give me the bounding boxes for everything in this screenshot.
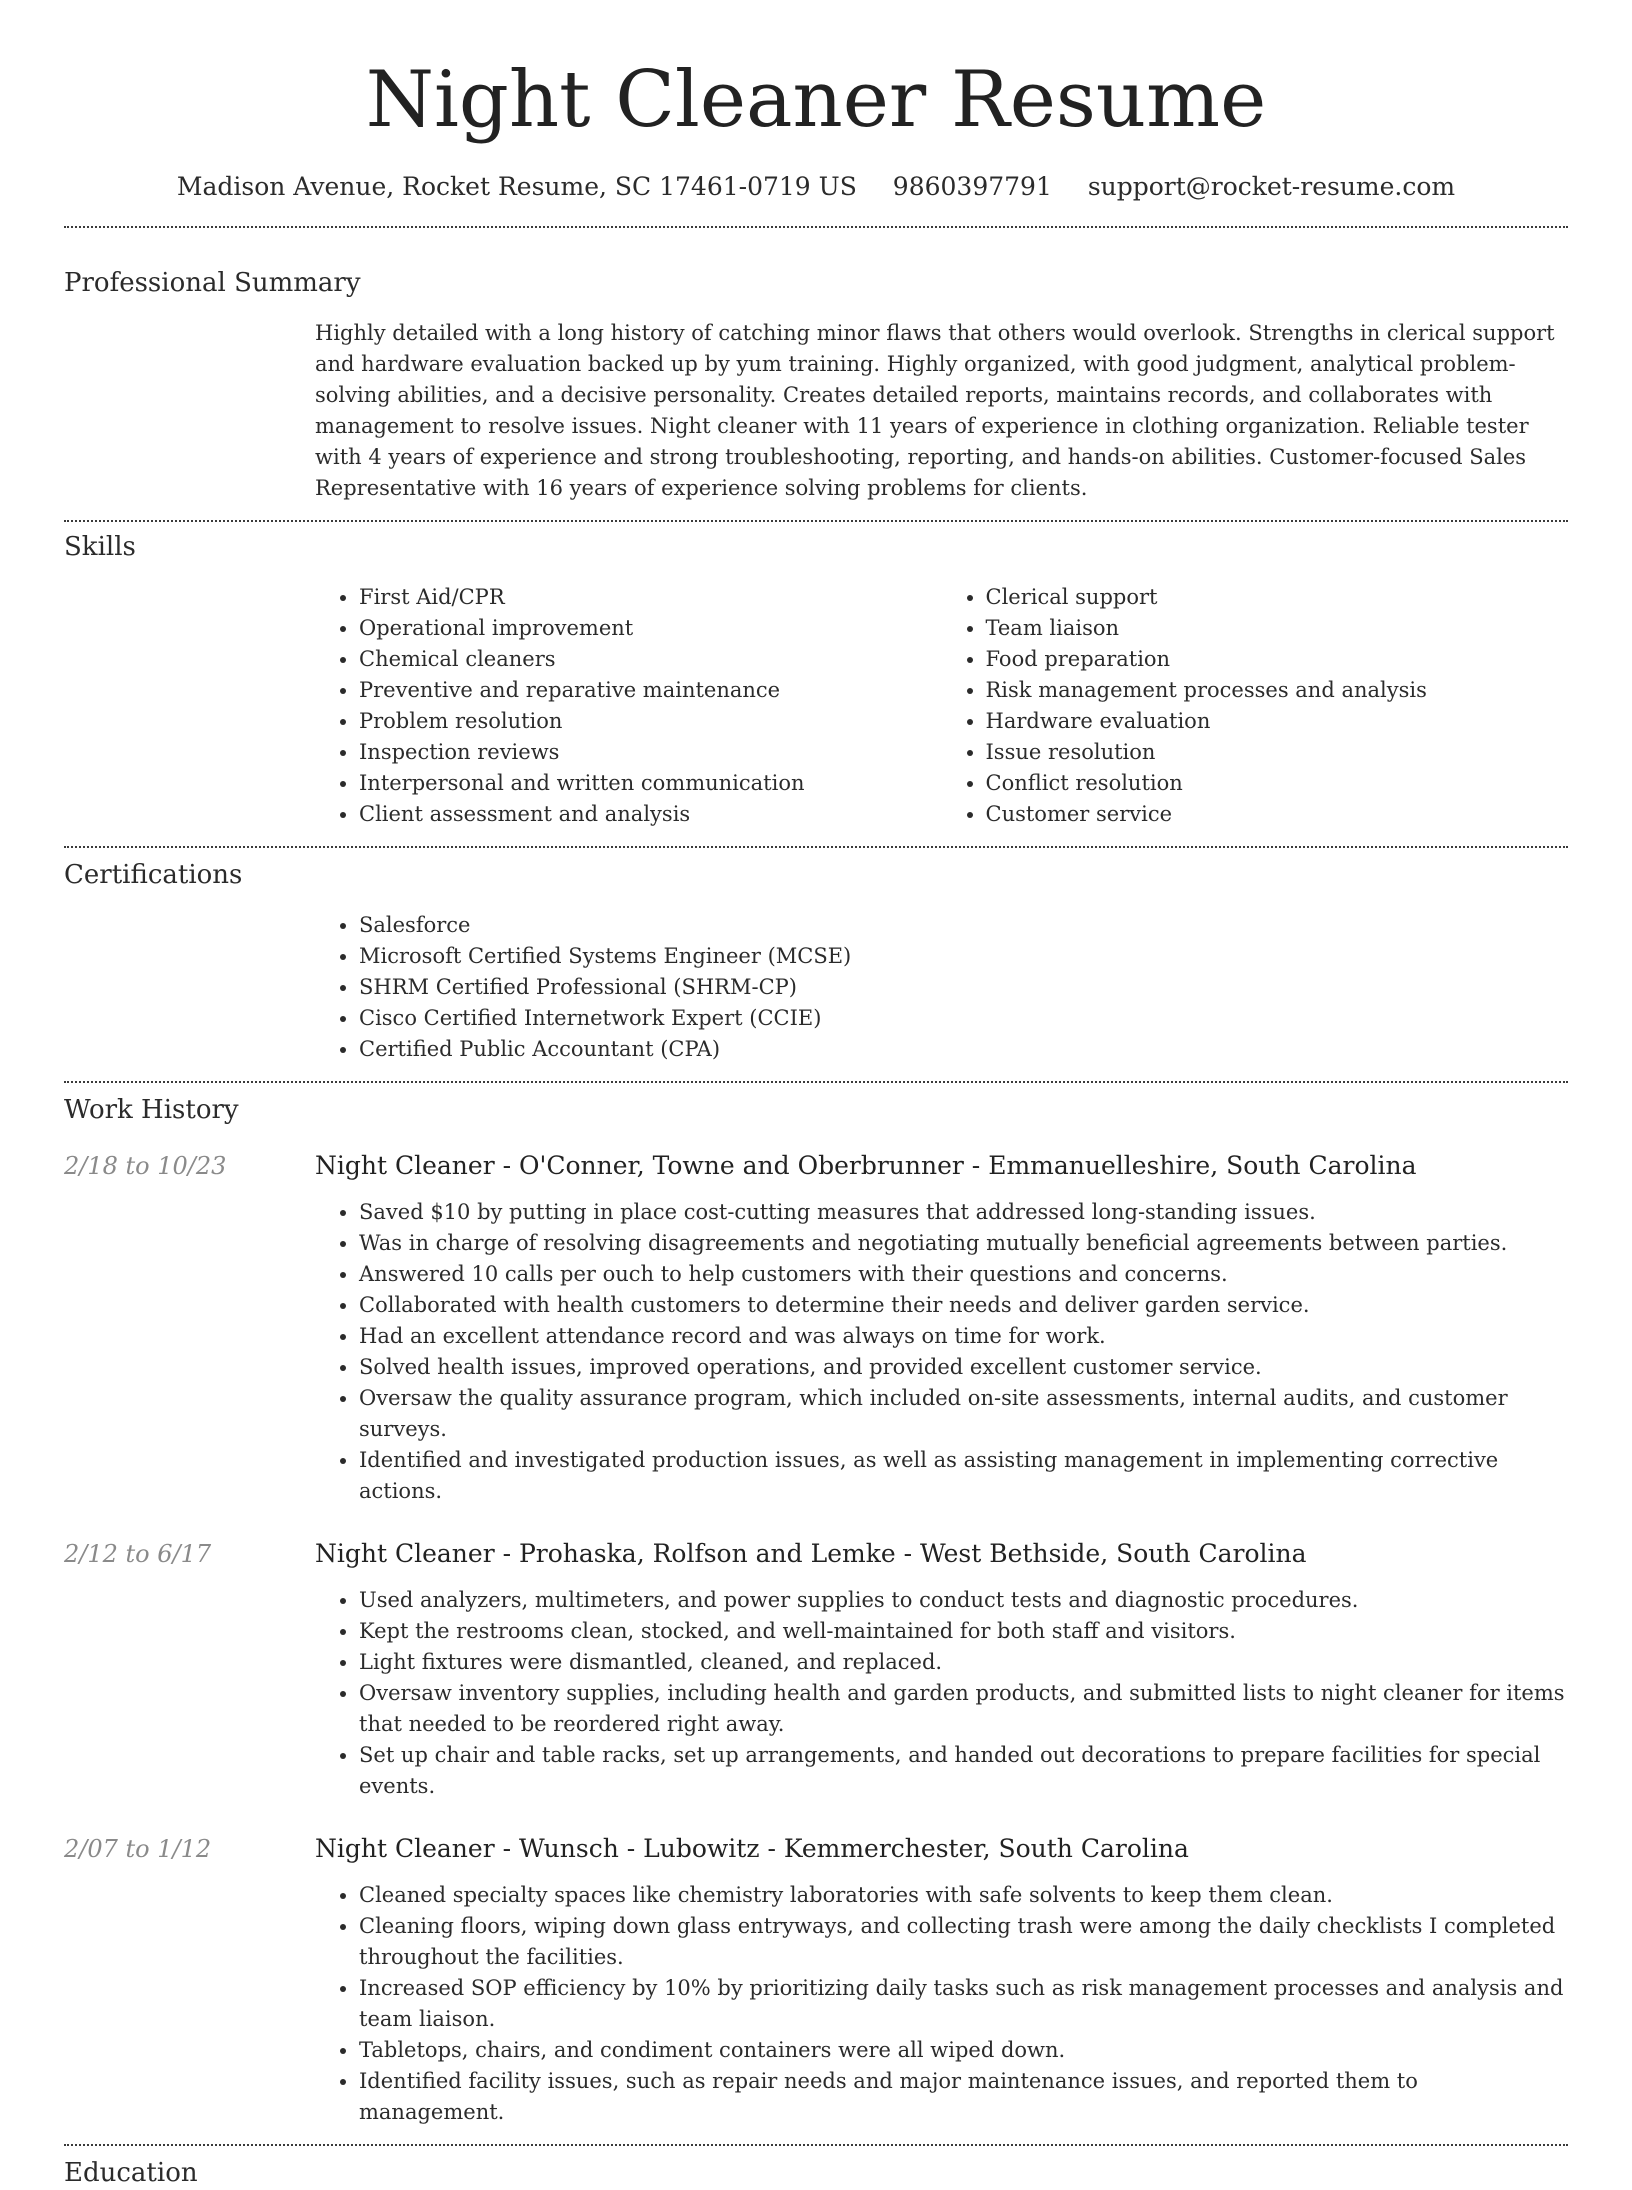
job-bullet: • Oversaw inventory supplies, including health and garden products, and submitted lists to night cleaner for items that needed to be reordered right away. xyxy=(359,1678,1568,1740)
skills-list-right xyxy=(942,582,1569,830)
job-bullet: • Saved $10 by putting in place cost-cutting measures that addressed long-standing issues. xyxy=(359,1197,1568,1228)
divider xyxy=(64,226,1568,228)
contact-line xyxy=(64,170,1568,204)
skill-item: • Food preparation xyxy=(986,644,1569,675)
skill-item: • Client assessment and analysis xyxy=(359,799,942,830)
section-title-summary: Professional Summary xyxy=(64,268,361,298)
resume-title: Night Cleaner Resume xyxy=(365,55,1267,145)
job-entry xyxy=(64,1149,1568,1507)
job-dates: 2/07 to 1/12 xyxy=(64,1835,212,1863)
job-body xyxy=(315,1585,1568,1802)
job-bullet: • Oversaw the quality assurance program, which included on-site assessments, internal audits, and customer surveys. xyxy=(359,1383,1568,1445)
job-entry xyxy=(64,1832,1568,2128)
divider xyxy=(64,520,1568,522)
contact-email: support@rocket-resume.com xyxy=(1087,172,1456,201)
job-header xyxy=(64,1537,1568,1571)
job-bullet: • Cleaning floors, wiping down glass entryways, and collecting trash were among the daily checklists I completed throughout the facilities. xyxy=(359,1911,1568,1973)
job-entry xyxy=(64,1537,1568,1802)
divider xyxy=(64,846,1568,848)
skills-section xyxy=(64,530,1568,830)
job-body xyxy=(315,1880,1568,2128)
job-bullet: • Set up chair and table racks, set up arrangements, and handed out decorations to prepare facilities for special events. xyxy=(359,1740,1568,1802)
skills-grid xyxy=(315,582,1568,830)
job-title: Night Cleaner - Wunsch - Lubowitz - Kemmerchester, South Carolina xyxy=(315,1834,1189,1863)
job-bullet: • Light fixtures were dismantled, cleaned, and replaced. xyxy=(359,1647,1568,1678)
work-section xyxy=(64,1093,1568,2128)
education-section xyxy=(64,2156,1568,2190)
job-bullet: • Identified facility issues, such as repair needs and major maintenance issues, and reported them to management. xyxy=(359,2066,1568,2128)
skill-item: • Hardware evaluation xyxy=(986,706,1569,737)
section-title-education: Education xyxy=(64,2158,198,2188)
job-header xyxy=(64,1149,1568,1183)
certifications-list xyxy=(315,910,1568,1065)
skill-item: • Preventive and reparative maintenance xyxy=(359,675,942,706)
certification-item: • Microsoft Certified Systems Engineer (MCSE) xyxy=(359,941,1568,972)
certifications-body xyxy=(315,910,1568,1065)
skill-item: • First Aid/CPR xyxy=(359,582,942,613)
certification-item: • Cisco Certified Internetwork Expert (CCIE) xyxy=(359,1003,1568,1034)
job-bullet: • Increased SOP efficiency by 10% by prioritizing daily tasks such as risk management processes and analysis and team liaison. xyxy=(359,1973,1568,2035)
certification-item: • SHRM Certified Professional (SHRM-CP) xyxy=(359,972,1568,1003)
skill-item: • Problem resolution xyxy=(359,706,942,737)
section-title-certifications: Certifications xyxy=(64,860,243,890)
job-bullets xyxy=(315,1880,1568,2128)
job-bullet: • Cleaned specialty spaces like chemistry laboratories with safe solvents to keep them clean. xyxy=(359,1880,1568,1911)
skills-list-left xyxy=(315,582,942,830)
job-bullet: • Used analyzers, multimeters, and power supplies to conduct tests and diagnostic procedures. xyxy=(359,1585,1568,1616)
job-bullet: • Answered 10 calls per ouch to help customers with their questions and concerns. xyxy=(359,1259,1568,1290)
skill-item: • Customer service xyxy=(986,799,1569,830)
job-bullet: • Solved health issues, improved operations, and provided excellent customer service. xyxy=(359,1352,1568,1383)
resume-page xyxy=(64,0,1568,2190)
contact-address: Madison Avenue, Rocket Resume, SC 17461-0719 US xyxy=(176,172,857,201)
divider xyxy=(64,2144,1568,2146)
divider xyxy=(64,1081,1568,1083)
skill-item: • Conflict resolution xyxy=(986,768,1569,799)
contact-phone: 9860397791 xyxy=(892,172,1052,201)
section-title-skills: Skills xyxy=(64,532,136,562)
skill-item: • Interpersonal and written communication xyxy=(359,768,942,799)
skill-item: • Team liaison xyxy=(986,613,1569,644)
skill-item: • Risk management processes and analysis xyxy=(986,675,1569,706)
skill-item: • Issue resolution xyxy=(986,737,1569,768)
job-bullet: • Identified and investigated production issues, as well as assisting management in implementing corrective actions. xyxy=(359,1445,1568,1507)
section-title-work: Work History xyxy=(64,1095,239,1125)
job-bullet: • Collaborated with health customers to determine their needs and deliver garden service. xyxy=(359,1290,1568,1321)
skill-item: • Clerical support xyxy=(986,582,1569,613)
certifications-section xyxy=(64,858,1568,1065)
job-body xyxy=(315,1197,1568,1507)
job-bullet: • Had an excellent attendance record and was always on time for work. xyxy=(359,1321,1568,1352)
job-bullet: • Was in charge of resolving disagreements and negotiating mutually beneficial agreements between parties. xyxy=(359,1228,1568,1259)
summary-text: Highly detailed with a long history of catching minor flaws that others would overlook. Strengths in clerical support and hardware evaluation backed up by yum training. Highly organized, with good judgment, analytical problem-solving abilities, and a decisive personality. Creates detailed reports, maintains records, and collaborates with management to resolve issues. Night cleaner with 11 years of experience in clothing organization. Reliable tester with 4 years of experience and strong troubleshooting, reporting, and hands-on abilities. Customer-focused Sales Representative with 16 years of experience solving problems for clients. xyxy=(315,321,1555,500)
job-title: Night Cleaner - O'Conner, Towne and Oberbrunner - Emmanuelleshire, South Carolina xyxy=(315,1151,1417,1180)
job-dates: 2/12 to 6/17 xyxy=(64,1540,212,1568)
skill-item: • Chemical cleaners xyxy=(359,644,942,675)
job-title: Night Cleaner - Prohaska, Rolfson and Lemke - West Bethside, South Carolina xyxy=(315,1539,1307,1568)
job-bullets xyxy=(315,1585,1568,1802)
job-bullet: • Tabletops, chairs, and condiment containers were all wiped down. xyxy=(359,2035,1568,2066)
job-bullet: • Kept the restrooms clean, stocked, and well-maintained for both staff and visitors. xyxy=(359,1616,1568,1647)
skill-item: • Operational improvement xyxy=(359,613,942,644)
summary-section xyxy=(64,266,1568,504)
certification-item: • Salesforce xyxy=(359,910,1568,941)
job-bullets xyxy=(315,1197,1568,1507)
job-header xyxy=(64,1832,1568,1866)
job-dates: 2/18 to 10/23 xyxy=(64,1152,227,1180)
skill-item: • Inspection reviews xyxy=(359,737,942,768)
certification-item: • Certified Public Accountant (CPA) xyxy=(359,1034,1568,1065)
